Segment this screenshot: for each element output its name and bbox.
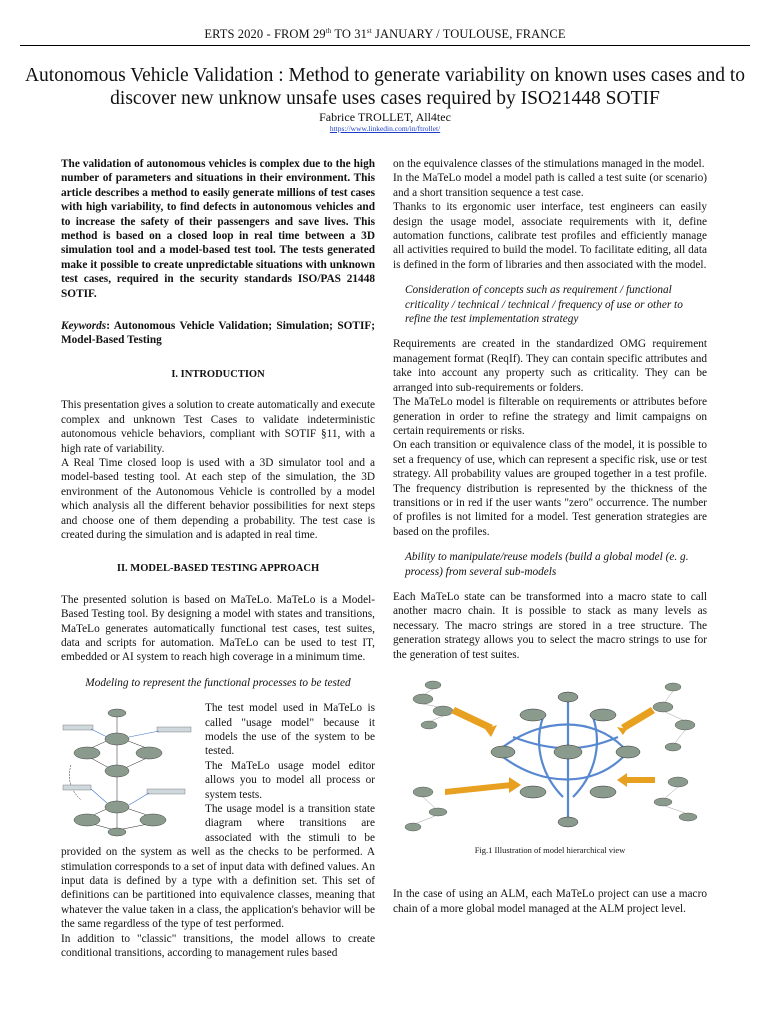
req-paragraph-2: The MaTeLo model is filterable on requirements or attributes before generation in order to refine the strategy and limit campaigns on certain requirements or risks. (393, 396, 707, 437)
figure-caption: Fig.1 Illustration of model hierarchical view (474, 845, 626, 855)
keywords: Keywords: Autonomous Vehicle Validation; Simulation; SOTIF; Model-Based Testing (61, 320, 375, 347)
intro-paragraph-2: A Real Time closed loop is used with a 3D simulator tool and a model-based testing tool. At each step of the simulation, the 3D environment of the Autonomous Vehicle is controlled by a model which analysis all the different behavior possibilities for next steps and choose one of them depending a probability. The test case is created during the simulation and is adapted in real time. (61, 456, 375, 541)
author-link[interactable]: https://www.linkedin.com/in/ftrollet/ (329, 124, 441, 133)
macro-paragraph-1: Each MaTeLo state can be transformed into a macro state to call another macro chain. It is possible to stack as many levels as necessary. The macro strings are stored in a tree structure. The generation strategy allows you to select the macro strings to use for the generation of test suites. (393, 590, 707, 661)
left-column (61, 157, 375, 961)
paper-title: Autonomous Vehicle Validation : Method to generate variability on known uses cases and to discover new unknow unsafe uses cases required by ISO21448 SOTIF (24, 65, 746, 109)
subheading-reuse: Ability to manipulate/reuse models (build a global model (e. g. process) from several sub-models (405, 551, 689, 578)
section-mbt-heading: II. MODEL-BASED TESTING APPROACH (116, 563, 320, 575)
alm-paragraph-1: In the case of using an ALM, each MaTeLo project can use a macro chain of a more global model managed at the ALM project level. (393, 888, 707, 915)
subheading-modeling: Modeling to represent the functional processes to be tested (85, 676, 351, 689)
req-paragraph-1: Requirements are created in the standardized OMG requirement management format (ReqIf). They can contain specific attributes and take into account any property such as criticality. They can be arranged into sub-requirements or folders. (393, 338, 707, 394)
model-paragraph-4-visible: In addition to "classic" transitions, the model allows to create conditional transitions, according to management rules based (61, 932, 375, 960)
model-paragraph-3: The usage model is a transition state diagram where transitions are associated with the stimuli to be provided on the system as well as the checks to be performed. A stimulation corresponds to a set of input data with defined values. An input data is defined by a type with a definition set. This set of definitions can be partitioned into equivalence classes, meaning that whatever the value taken in a class, the application's behavior will be the same regardless of the type of test performed. (61, 803, 375, 931)
model-paragraph-4-cont: on the equivalence classes of the stimulations managed in the model. (393, 158, 705, 170)
model-paragraph-6: Thanks to its ergonomic user interface, test engineers can easily design the usage model, associate requirements with it, define automation functions, calibrate test profiles and efficiently manage all activities required to build the model. To facilitate editing, all data is defined in the form of libraries and then associated with the model. (393, 201, 707, 271)
usage-model-diagram (61, 705, 197, 840)
model-paragraph-5: In the MaTeLo model a model path is called a test suite (or scenario) and a short transition sequence a test case. (393, 172, 707, 199)
model-paragraph-1: The test model used in MaTeLo is called "usage model" because it models the use of the system to be tested. (205, 702, 375, 758)
author: Fabrice TROLLET, All4tec (319, 110, 451, 124)
right-column (393, 157, 707, 916)
mbt-paragraph-1: The presented solution is based on MaTeLo. MaTeLo is a Model-Based Testing tool. By designing a model with states and transitions, MaTeLo generates automatically functional test cases, test suites, data and scripts for automation. MaTeLo can be used to test IT, embedded or AI system to reach high coverage in a minimum time. (61, 593, 375, 664)
abstract: The validation of autonomous vehicles is complex due to the high number of parameters and situations in their environment. This article describes a method to easily generate millions of test cases with high variability, to find defects in autonomous vehicles and to increase the safety of their passengers and save lives. This method is based on a closed loop in real time between a 3D simulation tool and a model-based test tool. The tests generated make it possible to create unpredictable situations with unknown test cases, required in the security standards ISO/PAS 21448 SOTIF. (61, 158, 375, 300)
running-header: ERTS 2020 - FROM 29th TO 31st JANUARY / TOULOUSE, FRANCE (204, 27, 566, 42)
subheading-concepts: Consideration of concepts such as requirement / functional criticality / technical / technical / frequency of use or other to refine the test implementation strategy (405, 284, 683, 326)
intro-paragraph-1: This presentation gives a solution to create automatically and execute complex and unknown Test Cases to validate indeterministic autonomous vehicle behaviors, compliant with SOTIF §11, with a high rate of variability. (61, 399, 376, 455)
hierarchical-model-figure (393, 677, 707, 837)
section-introduction-heading: I. INTRODUCTION (171, 368, 265, 380)
req-paragraph-3: On each transition or equivalence class of the model, it is possible to set a frequency of use, which can represent a specific risk, use or test strategy. All probability values are grouped together in a test profile. The frequency distribution is represented by the thickness of the transitions or in red if the user wants "zero" occurrence. The number of profiles is not limited for a model. Test generation strategies are based on the profiles. (393, 439, 707, 538)
header-rule (20, 45, 750, 46)
model-paragraph-2: The MaTeLo usage model editor allows you to model all process or system tests. (205, 759, 375, 801)
